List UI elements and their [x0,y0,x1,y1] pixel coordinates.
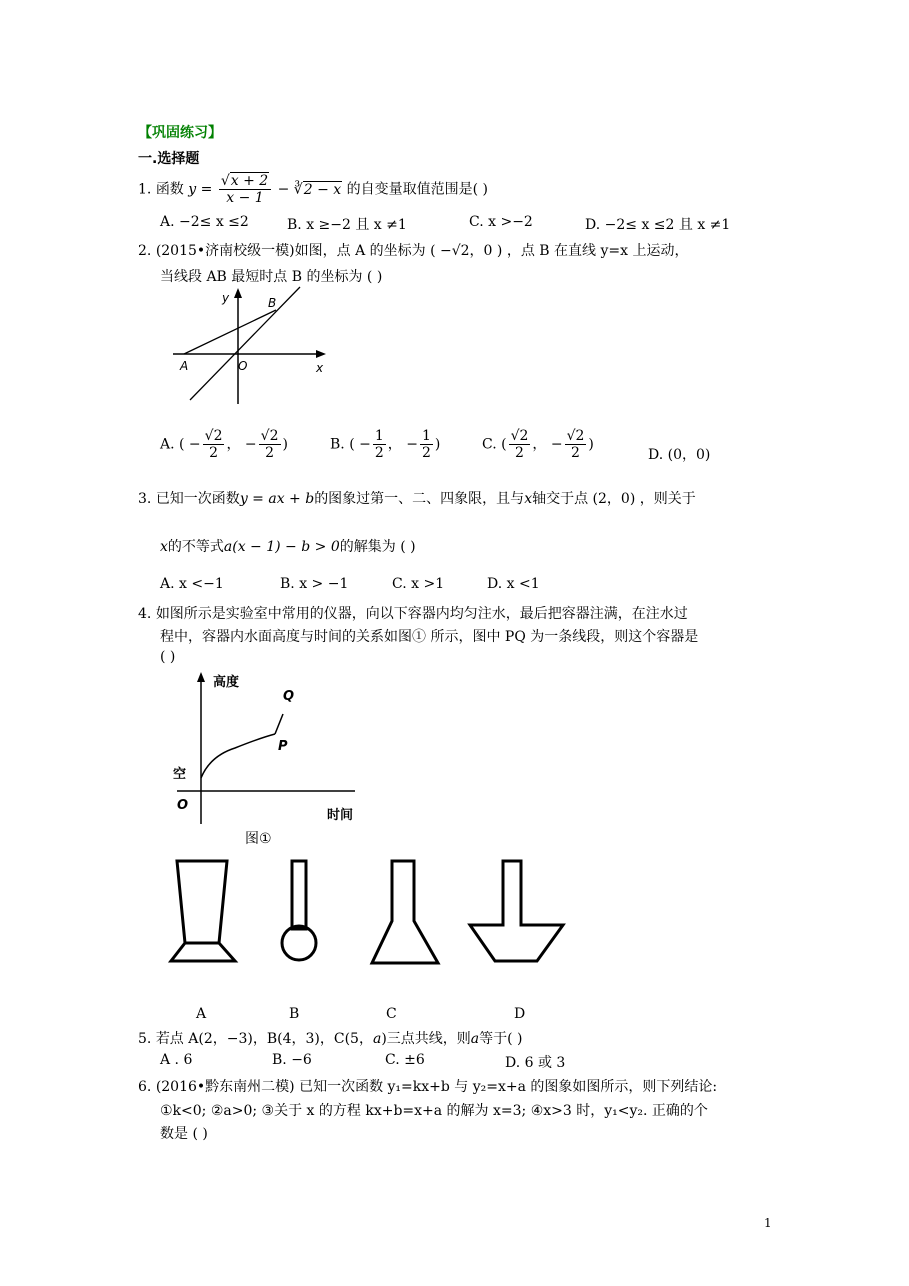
q2-option-b [330,428,440,461]
q3-x-var2: x [160,539,168,555]
q2-option-c [482,428,594,461]
section-heading: 一.选择题 [138,151,200,167]
q2-c-mid: ， − [532,436,563,453]
q2-line1: (2015•济南校级一模)如图，点 A 的坐标为 ( −√2，0 ) ，点 B 在直线 y=x 上运动， [155,243,689,259]
q5-text-a: 若点 A(2，−3)，B(4，3)，C(5， [155,1031,373,1047]
page-title: 【巩固练习】 [138,125,222,141]
question-5 [138,1028,523,1048]
q5-option-c: C. ±6 [385,1052,425,1068]
q4-line3: ( ) [160,649,176,665]
q5-var-a1: a [372,1031,382,1047]
q1-cbrt-arg: 2 − x [303,181,342,198]
q4-number: 4. [138,606,152,622]
q1-y-eq: y = [188,181,213,198]
q2-y-arrow [234,288,242,298]
q3-text-b: 的图象过第一、二、四象限，且与 [314,491,525,507]
q3-number: 3. [138,491,152,507]
container-b-label: B [289,1006,300,1022]
q3-text-c: 轴交于点 (2，0) ，则关于 [532,491,696,507]
q1-suffix: 的自变量取值范围是( ) [346,181,488,198]
q2-c-den2: 2 [571,445,580,461]
q2-point-b-label: B [268,296,277,310]
q1-option-c: C. x >−2 [469,214,533,230]
q4-empty-label: 空 [173,767,187,782]
q4-line2: 程中，容器内水面高度与时间的关系如图① 所示，图中 PQ 为一条线段，则这个容器是 [160,629,699,645]
q1-number: 1. [138,181,152,198]
q5-text-c: 等于( ) [479,1031,523,1047]
q2-b-num2: 1 [421,428,431,444]
question-3-line1 [138,488,696,508]
q2-b-mid: ， − [387,436,418,453]
q4-y-label: 高度 [213,675,240,690]
q4-text-1: 如图所示是实验室中常用的仪器，向以下容器内均匀注水，最后把容器注满，在注水过 [155,606,688,622]
q2-a-mid: ， − [226,436,257,453]
q2-c-num2: √2 [566,428,585,444]
q2-option-d: D. (0，0) [648,447,711,463]
q4-curve [201,734,275,778]
q6-number: 6. [138,1079,152,1095]
q1-denominator: x − 1 [226,190,264,206]
q3-option-b: B. x > −1 [280,576,349,592]
container-d-label: D [514,1006,526,1022]
q2-c-den1: 2 [515,445,524,461]
question-1 [138,173,488,206]
q4-graph [165,666,370,851]
q3-inequality: a(x − 1) − b > 0 [223,539,340,555]
container-d-icon [470,861,563,961]
q4-point-p-label: P [278,739,288,754]
q2-x-label: x [316,361,324,375]
question-4-line1 [138,603,688,623]
q1-option-d: D. −2≤ x ≤2 且 x ≠1 [585,217,731,233]
q5-option-a: A . 6 [160,1052,193,1068]
q4-segment-pq [275,714,283,734]
q5-option-b: B. −6 [272,1052,312,1068]
q3-option-d: D. x <1 [487,576,540,592]
q2-graph [168,282,338,412]
q5-option-d: D. 6 或 3 [505,1055,566,1071]
q2-a-den1: 2 [209,445,219,461]
q3-x-var: x [524,491,533,507]
q2-option-a [160,428,288,461]
q5-text-b: )三点共线，则 [381,1031,471,1047]
q2-b-num1: 1 [374,428,384,444]
q3-equation: y = ax + b [239,491,315,507]
q2-c-num1: √2 [510,428,529,444]
q1-option-b: B. x ≥−2 且 x ≠1 [287,217,407,233]
q2-b-den2: 2 [421,445,431,461]
q1-prefix: 函数 [155,181,184,198]
q2-point-a-label: A [180,359,189,373]
q2-a-end: ) [282,436,288,453]
q2-segment-ab [184,310,276,354]
q1-minus-cbrt: − ∛ [277,181,303,198]
question-2 [138,240,688,260]
q2-c-end: ) [588,436,594,453]
q1-fraction: $\frac{√x + 2}{x - 1}$ [219,173,271,206]
page-number: 1 [764,1216,772,1230]
q2-y-label: y [222,291,230,305]
q3-text-e: 的解集为 ( ) [339,539,416,555]
q3-option-c: C. x >1 [392,576,445,592]
q2-a-num1: √2 [204,428,223,444]
q4-y-arrow [197,672,205,682]
q4-x-label: 时间 [327,808,354,823]
q4-figure-caption: 图① [245,831,272,847]
q2-b-end: ) [434,436,441,453]
q2-a-label: A. ( − [160,436,201,453]
q2-b-den1: 2 [374,445,384,461]
q2-x-arrow [316,350,326,358]
q5-var-a2: a [470,1031,480,1047]
q2-a-num2: √2 [260,428,279,444]
container-a-label: A [196,1006,207,1022]
q2-number: 2. [138,243,152,259]
q3-text-d: 的不等式 [167,539,224,555]
q3-text-a: 已知一次函数 [155,491,240,507]
q3-option-a: A. x <−1 [160,576,224,592]
q1-sqrt-arg: x + 2 [230,173,269,189]
question-3-line2 [160,536,416,556]
container-b-icon [282,861,316,960]
container-c-label: C [386,1006,397,1022]
q4-origin-label: O [177,798,189,813]
q2-b-label: B. ( − [330,436,371,453]
question-6-line1 [138,1076,717,1096]
q2-a-den2: 2 [265,445,275,461]
q4-point-q-label: Q [283,689,295,704]
q4-containers [165,855,575,975]
q6-line2: ①k<0; ②a>0; ③关于 x 的方程 kx+b=x+a 的解为 x=3; ④x>3 时，y₁<y₂. 正确的个 [160,1103,708,1119]
q2-origin-label: O [238,359,248,373]
q2-c-label: C. ( [482,436,507,453]
q5-number: 5. [138,1031,152,1047]
container-c-icon [372,861,438,963]
q2-line2: 当线段 AB 最短时点 B 的坐标为 ( ) [160,269,383,285]
q1-option-a: A. −2≤ x ≤2 [160,214,249,230]
container-a-icon [171,861,235,961]
q6-line3: 数是 ( ) [160,1126,208,1142]
q6-text-1: (2016•黔东南州二模) 已知一次函数 y₁=kx+b 与 y₂=x+a 的图象如图所示，则下列结论: [155,1079,718,1095]
